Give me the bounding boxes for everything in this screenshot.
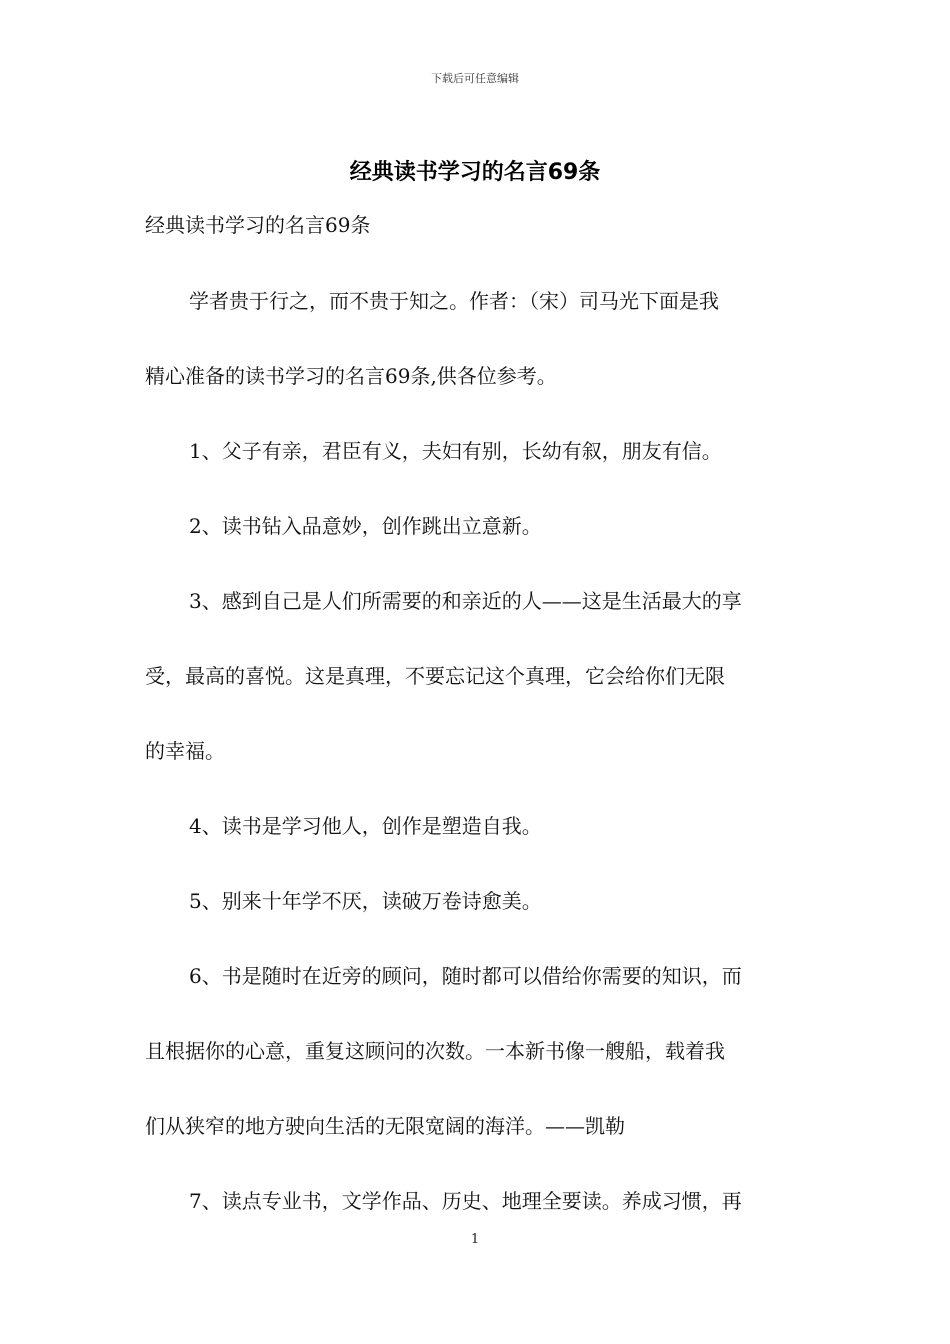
body-line-5: 3、感到自己是人们所需要的和亲近的人——这是生活最大的享 [189, 589, 742, 613]
body-line-12: 们从狭窄的地方驶向生活的无限宽阔的海洋。——凯勒 [145, 1114, 625, 1138]
body-line-10: 6、书是随时在近旁的顾问，随时都可以借给你需要的知识，而 [189, 964, 742, 988]
body-line-9: 5、别来十年学不厌，读破万卷诗愈美。 [189, 889, 542, 913]
body-line-0: 经典读书学习的名言69条 [145, 213, 371, 237]
body-line-3: 1、父子有亲，君臣有义，夫妇有别，长幼有叙，朋友有信。 [189, 439, 722, 463]
body-line-4: 2、读书钻入品意妙，创作跳出立意新。 [189, 514, 542, 538]
body-line-2: 精心准备的读书学习的名言69条,供各位参考。 [145, 364, 557, 388]
body-line-7: 的幸福。 [145, 739, 225, 763]
body-line-8: 4、读书是学习他人，创作是塑造自我。 [189, 814, 542, 838]
document-body [145, 207, 807, 1258]
body-line-13: 7、读点专业书，文学作品、历史、地理全要读。养成习惯，再 [189, 1189, 742, 1213]
body-line-6: 受，最高的喜悦。这是真理，不要忘记这个真理，它会给你们无限 [145, 664, 725, 688]
body-line-1: 学者贵于行之，而不贵于知之。作者：（宋）司马光下面是我 [189, 289, 719, 313]
page-header-note: 下载后可任意编辑 [431, 72, 519, 85]
page-number: 1 [470, 1232, 480, 1247]
body-line-11: 且根据你的心意，重复这顾问的次数。一本新书像一艘船，载着我 [145, 1039, 725, 1063]
document-title: 经典读书学习的名言69条 [349, 160, 601, 185]
